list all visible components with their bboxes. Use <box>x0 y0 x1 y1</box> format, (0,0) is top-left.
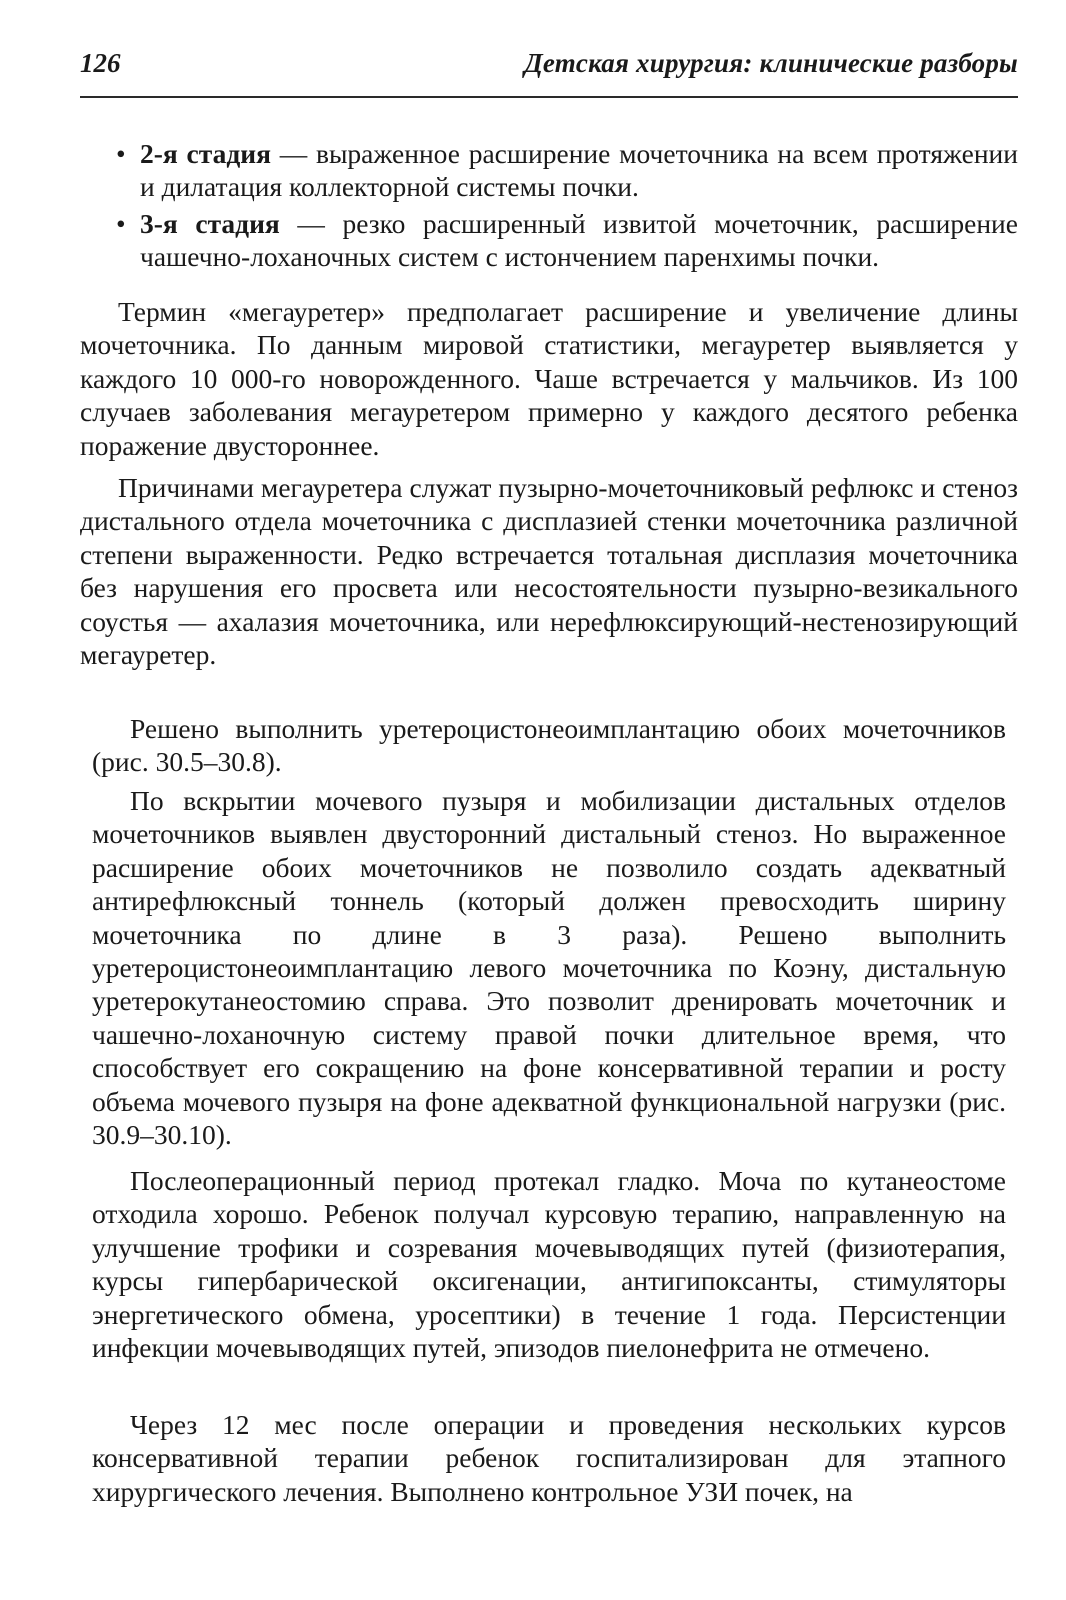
case-paragraph: По вскрытии мочевого пузыря и мобилизации дистальных отделов мочеточников выявлен двусторонний дистальный стеноз. Но выраженное расширение обоих мочеточников не позволило создать адекватный антирефлюксный тоннель (который должен превосходить ширину мочеточника по длине в 3 раза). Решено выполнить уретероцистонеоимплантацию левого мочеточника по Коэну, дистальную уретерокутанеостомию справа. Это позволит дренировать мочеточник и чашечно-лоханочную систему правой почки длительное время, что способствует его сокращению на фоне консервативной терапии и росту объема мочевого пузыря на фоне адекватной функциональной нагрузки (рис. 30.9–30.10). <box>92 785 1006 1151</box>
header-rule <box>80 96 1018 98</box>
stage-term: 3-я стадия <box>140 207 280 239</box>
case-paragraph: Послеоперационный период протекал гладко. Моча по кутанеостоме отходила хорошо. Ребенок получал курсовую терапию, направленную на улучшение трофики и созревания мочевыводящих путей (физиотерапия, курсы гипербарической оксигенации, антигипоксанты, стимуляторы энергетического обмена, уросептики) в течение 1 года. Персистенции инфекции мочевыводящих путей, эпизодов пиелонефрита не отмечено. <box>92 1165 1006 1364</box>
stage-term: 2-я стадия <box>140 138 271 169</box>
running-title: Детская хирургия: клинические разборы <box>524 48 1018 78</box>
list-item <box>114 207 1018 274</box>
case-paragraph: Через 12 мес после операции и проведения нескольких курсов консервативной терапии ребенок госпитализирован для этапного хирургического лечения. Выполнено контрольное УЗИ почек, на <box>92 1409 1006 1507</box>
page-number: 126 <box>80 48 121 78</box>
list-item <box>114 137 1018 204</box>
paragraph-megaureter-definition: Термин «мегауретер» предполагает расширение и увеличение длины мочеточника. По данным мировой статистики, мегауретер выявляется у каждого 10 000-го новорожденного. Чаше встречается у мальчиков. Из 100 случаев заболевания мегауретером примерно у каждого десятого ребенка поражение двустороннее. <box>80 296 1018 461</box>
stage-list <box>114 137 1018 277</box>
paragraph-megaureter-causes: Причинами мегауретера служат пузырно-мочеточниковый рефлюкс и стеноз дистального отдела мочеточника с дисплазией стенки мочеточника различной степени выраженности. Редко встречается тотальная дисплазия мочеточника без нарушения его просвета или несостоятельности пузырно-везикального соустья — ахалазия мочеточника, или нерефлюксирующий-нестенозирующий мегауретер. <box>80 472 1018 671</box>
stage-text: — выраженное расширение мочеточника на всем протяжении и дилатация коллекторной системы почки. <box>140 138 1018 203</box>
stage-text: — резко расширенный извитой мочеточник, расширение чашечно-лоханочных систем с истончением паренхимы почки. <box>140 207 1018 273</box>
case-paragraph: Решено выполнить уретероцистонеоимплантацию обоих мочеточников (рис. 30.5–30.8). <box>92 713 1006 778</box>
page-header <box>80 48 1018 88</box>
